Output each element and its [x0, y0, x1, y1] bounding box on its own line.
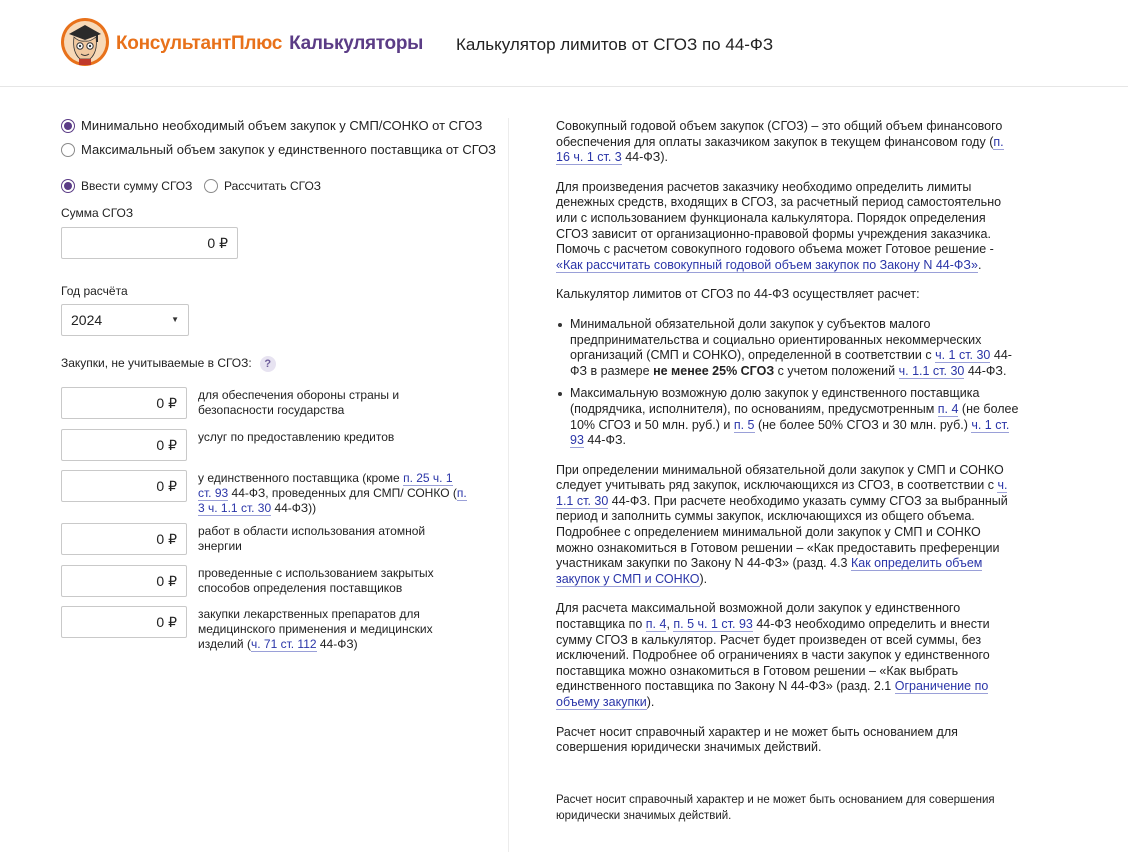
radio-button-checked[interactable] — [61, 179, 75, 193]
law-link[interactable]: п. 3 ч. 1.1 ст. 30 — [198, 486, 467, 515]
input-mode-calc-label: Рассчитать СГОЗ — [224, 179, 322, 193]
law-link[interactable]: п. 5 ч. 1 ст. 93 — [673, 617, 753, 632]
info-paragraph: Калькулятор лимитов от СГОЗ по 44-ФЗ осуществляет расчет: — [556, 287, 920, 302]
exclusion-input[interactable]: 0 ₽ — [61, 606, 187, 638]
radio-button-checked[interactable] — [61, 119, 75, 133]
law-link[interactable]: п. 4 — [645, 617, 667, 632]
exclusion-input[interactable]: 0 ₽ — [61, 565, 187, 597]
law-link[interactable]: п. 5 — [733, 417, 755, 432]
mode-option-max[interactable] — [61, 142, 496, 157]
exclusion-label: для обеспечения обороны страны и безопасности государства — [198, 388, 400, 417]
solution-link[interactable]: Ограничение по объему закупки — [556, 679, 989, 709]
law-link[interactable]: ч. 1.1 ст. 30 — [556, 478, 1008, 508]
law-link[interactable]: п. 16 ч. 1 ст. 3 — [556, 134, 1004, 165]
mascot-logo-icon[interactable] — [60, 17, 110, 67]
year-value: 2024 — [71, 312, 103, 328]
exclusion-input[interactable]: 0 ₽ — [61, 470, 187, 502]
info-paragraph: При определении минимальной обязательной доли закупок у СМП и СОНКО следует учитывать ряд закупок, исключающихся из СГОЗ, в соответствии с ч. 1.1 ст. 30 44-ФЗ. При расчете необходимо указать сумму СГОЗ за выбранный период и заполнить суммы закупок, исключающихся из общего объема. Подробнее с определением минимальной доли закупок у СМП и СОНКО можно ознакомиться в Готовом решении – «Как предоставить преференции участникам закупки по Закону N 44-ФЗ» (разд. 4.3 Как определить объем закупок у СМП и СОНКО). — [556, 462, 1008, 586]
radio-button[interactable] — [61, 143, 75, 157]
sum-label: Сумма СГОЗ — [61, 206, 134, 220]
law-link[interactable]: ч. 1 ст. 93 — [570, 417, 1010, 448]
column-divider — [508, 118, 509, 852]
exclusion-label: проведенные с использованием закрытых способов определения поставщиков — [198, 566, 434, 595]
exclusion-label: работ в области использования атомной энергии — [198, 524, 426, 553]
exclusion-input[interactable]: 0 ₽ — [61, 387, 187, 419]
info-paragraph: Расчет носит справочный характер и не может быть основанием для совершения юридически значимых действий. — [556, 724, 958, 755]
exclusion-label: у единственного поставщика (кроме п. 25 ч. 1 ст. 93 44-ФЗ, проведенных для СМП/ СОНКО (п. 3 ч. 1.1 ст. 30 44-ФЗ)) — [198, 471, 467, 515]
solution-link[interactable]: Как определить объем закупок у СМП и СОНКО — [556, 556, 983, 586]
exclusions-title-text: Закупки, не учитываемые в СГОЗ: — [61, 356, 252, 371]
exclusion-label: услуг по предоставлению кредитов — [198, 430, 395, 444]
mode-option-min-label: Минимально необходимый объем закупок у СМП/СОНКО от СГОЗ — [81, 118, 483, 133]
info-paragraph: Для расчета максимальной возможной доли закупок у единственного поставщика по п. 4, п. 5 ч. 1 ст. 93 44-ФЗ необходимо определить и внести сумму СГОЗ в калькулятор. Расчет будет произведен от всей суммы, без исключений. Подробнее об ограничениях в части закупок у единственного поставщика можно ознакомиться в Готовом решении – «Как выбрать единственного поставщика по Закону N 44-ФЗ» (разд. 2.1 Ограничение по объему закупки). — [556, 601, 990, 709]
help-icon[interactable]: ? — [260, 356, 276, 372]
law-link[interactable]: ч. 1 ст. 30 — [935, 348, 991, 363]
input-mode-calc[interactable] — [204, 179, 321, 193]
exclusions-title — [61, 356, 276, 372]
info-paragraph: Для произведения расчетов заказчику необходимо определить лимиты денежных средств, входящих в СГОЗ, за расчетный период самостоятельно или с использованием функционала калькулятора. Порядок определения СГОЗ зависит от организационно-правовой формы учреждения заказчика. Помочь с расчетом совокупного годового объема может Готовое решение - «Как рассчитать совокупный годовой объем закупок по Закону N 44-ФЗ». — [556, 179, 1002, 272]
caret-down-icon: ▼ — [171, 315, 179, 324]
footer-note: Расчет носит справочный характер и не может быть основанием для совершения юридически значимых действий. — [556, 794, 995, 822]
brand-sub: Калькуляторы — [289, 33, 424, 54]
mode-option-max-label: Максимальный объем закупок у единственного поставщика от СГОЗ — [81, 142, 497, 157]
radio-button[interactable] — [204, 179, 218, 193]
law-link[interactable]: п. 25 ч. 1 ст. 93 — [198, 471, 453, 500]
law-link[interactable]: ч. 1.1 ст. 30 — [898, 363, 965, 378]
brand-logo-text[interactable] — [116, 33, 423, 55]
law-link[interactable]: ч. 71 ст. 112 — [250, 637, 317, 651]
exclusion-label: закупки лекарственных препаратов для медицинского применения и медицинских изделий (ч. 71 ст. 112 44-ФЗ) — [198, 607, 433, 651]
page-title: Калькулятор лимитов от СГОЗ по 44-ФЗ — [456, 35, 774, 54]
info-panel — [556, 119, 1020, 770]
header — [0, 0, 1128, 87]
list-item: Минимальной обязательной доли закупок у субъектов малого предпринимательства и социально ориентированных некоммерческих организаций (СМП и СОНКО), определенной в соответствии с ч. 1 ст. 30 44-ФЗ в размере не менее 25% СГОЗ с учетом положений ч. 1.1 ст. 30 44-ФЗ. — [570, 317, 1020, 379]
law-link[interactable]: п. 4 — [937, 401, 959, 416]
input-mode-enter-label: Ввести сумму СГОЗ — [81, 179, 193, 193]
input-mode-enter[interactable] — [61, 179, 192, 193]
sum-input[interactable]: 0 ₽ — [61, 227, 238, 259]
exclusion-input[interactable]: 0 ₽ — [61, 429, 187, 461]
mode-option-min[interactable] — [61, 118, 482, 133]
year-label: Год расчёта — [61, 284, 128, 298]
exclusion-input[interactable]: 0 ₽ — [61, 523, 187, 555]
solution-link[interactable]: «Как рассчитать совокупный годовой объем закупок по Закону N 44-ФЗ» — [556, 257, 978, 272]
list-item: Максимальную возможную долю закупок у единственного поставщика (подрядчика, исполнителя), по основаниям, предусмотренным п. 4 (не более 10% СГОЗ и 50 млн. руб.) и п. 5 (не более 50% СГОЗ и 30 млн. руб.) ч. 1 ст. 93 44-ФЗ. — [570, 386, 1019, 448]
brand-main: КонсультантПлюс — [116, 33, 283, 54]
info-paragraph: Совокупный годовой объем закупок (СГОЗ) – это общий объем финансового обеспечения для оплаты заказчиком закупок в текущем финансовом году (п. 16 ч. 1 ст. 3 44-ФЗ). — [556, 119, 1004, 165]
year-select[interactable] — [61, 304, 189, 336]
info-list — [556, 317, 1020, 449]
